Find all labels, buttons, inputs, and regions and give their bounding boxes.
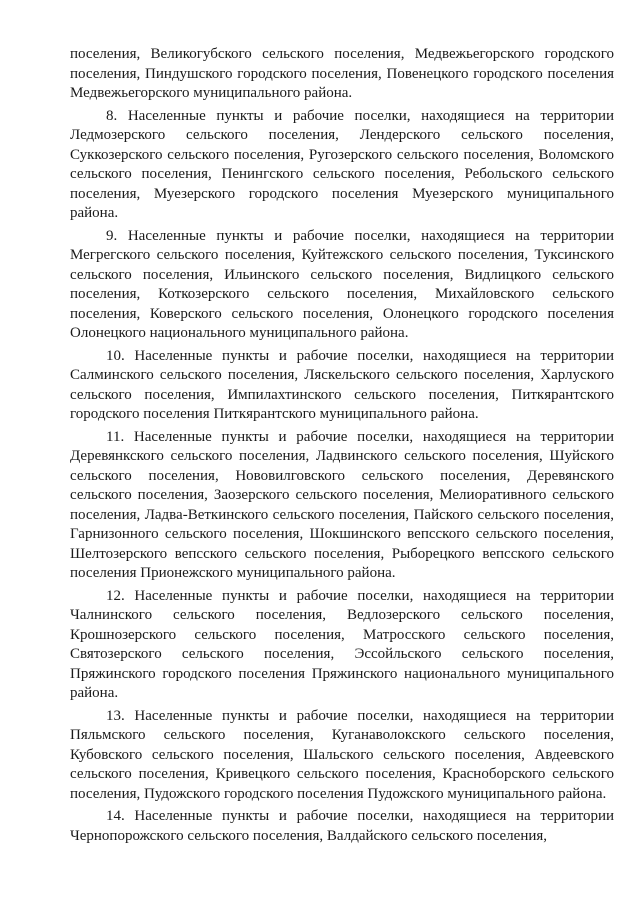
paragraph-item-8: 8. Населенные пункты и рабочие поселки, находящиеся на территории Ледмозерского сельского поселения, Лендерского сельского поселения, Суккозерского сельского поселения, Ругозерского сельского поселения, Воломского сельского поселения, Пенингского сельского поселения, Ребольского сельского поселения, Муезерского городского поселения Муезерского муниципального района. — [70, 107, 614, 221]
paragraph-item-12: 12. Населенные пункты и рабочие поселки, находящиеся на территории Чалнинского сельского поселения, Ведлозерского сельского поселения, Крошнозерского сельского поселения, Матросского сельского поселения, Святозерского сельского поселения, Эссойльского сельского поселения, Пряжинского городского поселения Пряжинского национального муниципального района. — [70, 587, 614, 701]
paragraph-item-9: 9. Населенные пункты и рабочие поселки, находящиеся на территории Мегрегского сельского поселения, Куйтежского сельского поселения, Туксинского сельского поселения, Ильинского сельского поселения, Видлицкого сельского поселения, Коткозерского сельского поселения, Михайловского сельского поселения, Коверского сельского поселения, Олонецкого городского поселения Олонецкого национального муниципального района. — [70, 227, 614, 341]
paragraph-item-13: 13. Населенные пункты и рабочие поселки, находящиеся на территории Пяльмского сельского поселения, Куганаволокского сельского поселения, Кубовского сельского поселения, Шальского сельского поселения, Авдеевского сельского поселения, Кривецкого сельского поселения, Красноборского сельского поселения, Пудожского городского поселения Пудожского муниципального района. — [70, 707, 614, 802]
document-body — [70, 45, 614, 846]
paragraph-item-11: 11. Населенные пункты и рабочие поселки, находящиеся на территории Деревянкского сельского поселения, Ладвинского сельского поселения, Шуйского сельского поселения, Нововилговского сельского поселения, Деревянского сельского поселения, Заозерского сельского поселения, Мелиоративного сельского поселения, Ладва-Веткинского сельского поселения, Пайского сельского поселения, Гарнизонного сельского поселения, Шокшинского вепсского сельского поселения, Шелтозерского вепсского сельского поселения, Рыборецкого вепсского сельского поселения Прионежского муниципального района. — [70, 428, 614, 581]
paragraph-item-14: 14. Населенные пункты и рабочие поселки, находящиеся на территории Чернопорожского сельского поселения, Валдайского сельского поселения, — [70, 808, 614, 844]
paragraph-item-10: 10. Населенные пункты и рабочие поселки, находящиеся на территории Салминского сельского поселения, Ляскельского сельского поселения, Харлуского сельского поселения, Импилахтинского сельского поселения, Питкярантского городского поселения Питкярантского муниципального района. — [70, 347, 614, 422]
paragraph-continuation: поселения, Великогубского сельского поселения, Медвежьегорского городского поселения, Пиндушского городского поселения, Повенецкого городского поселения Медвежьегорского муниципального района. — [70, 46, 614, 101]
